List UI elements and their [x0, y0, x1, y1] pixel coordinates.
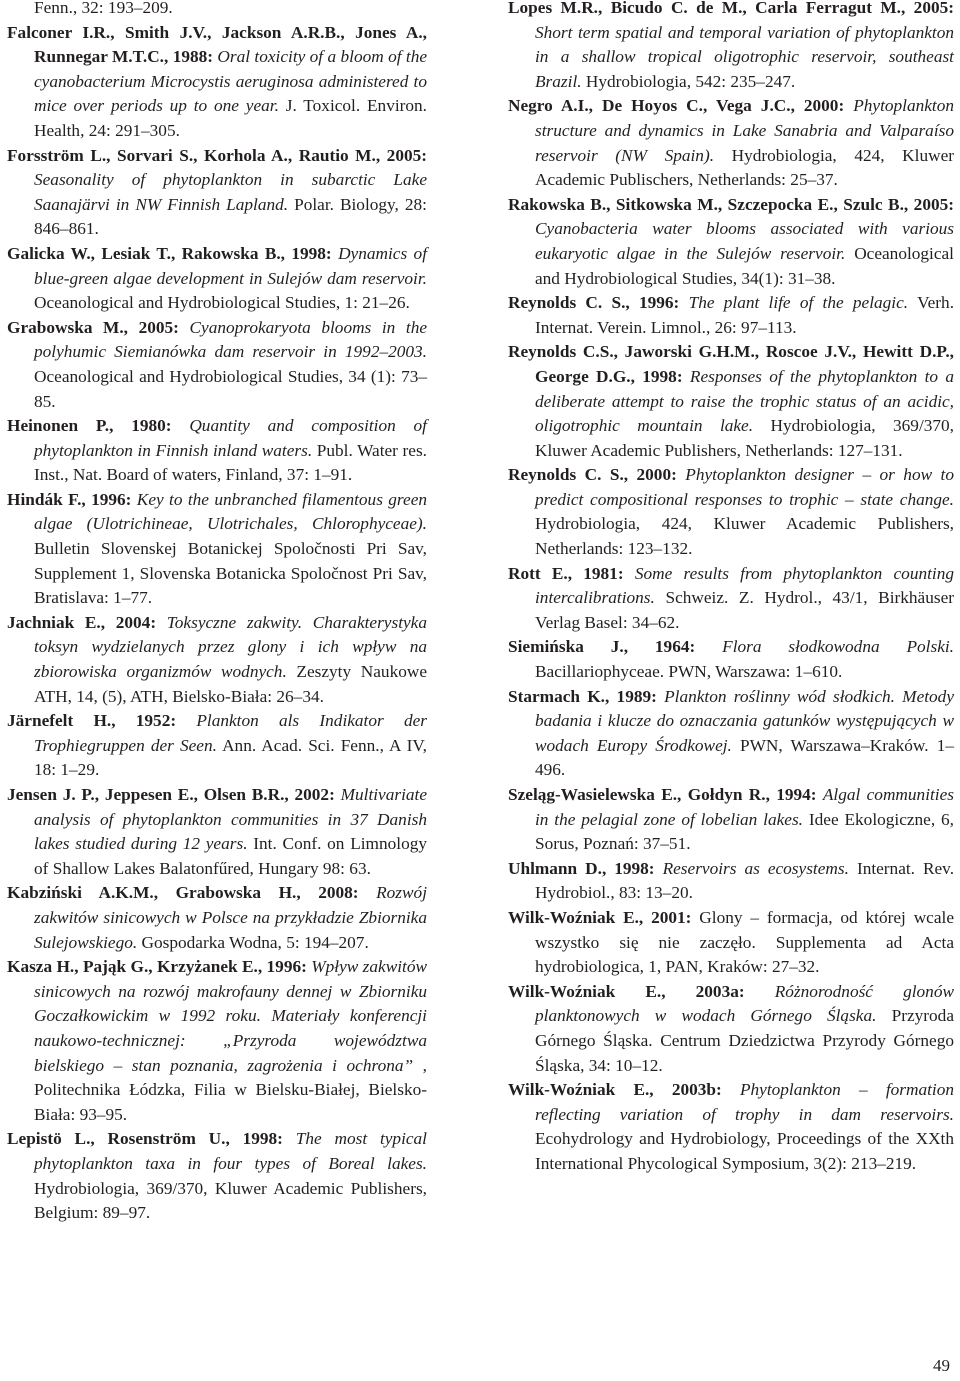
reference-title: Cyanobacteria water blooms associated with various eukaryotic algae in the Sulejów reservoir.	[535, 219, 954, 263]
reference-entry	[7, 414, 427, 488]
reference-authors: Reynolds C. S., 2000:	[508, 465, 677, 485]
reference-title: Toksyczne zakwity. Charakterystyka toksyn wydzielanych przez glony i ich wpływ na zbiorowiska organizmów wodnych.	[34, 612, 427, 682]
reference-authors: Rott E., 1981:	[508, 563, 624, 583]
reference-source: Oceanological and Hydrobiological Studies, 34(1): 31–38.	[535, 243, 954, 288]
reference-authors: Wilk-Woźniak E., 2003a:	[508, 981, 745, 1001]
reference-entry	[508, 906, 954, 980]
reference-entry	[7, 1127, 427, 1225]
reference-source: Przyroda Górnego Śląska. Centrum Dziedzictwa Przyrody Górnego Śląska, 34: 10–12.	[535, 1006, 954, 1075]
reference-title: Reservoirs as ecosystems.	[662, 858, 849, 878]
reference-authors: Negro A.I., De Hoyos C., Vega J.C., 2000:	[508, 96, 845, 116]
reference-source: Ecohydrology and Hydrobiology, Proceedings of the XXth International Phycological Symposium, 3(2): 213–219.	[535, 1129, 954, 1173]
reference-entry	[508, 635, 954, 684]
reference-source: Hydrobiologia, 424, Kluwer Academic Publishers, Netherlands: 123–132.	[535, 514, 954, 559]
reference-title: Oral toxicity of a bloom of the cyanobacterium Microcystis aeruginosa administered to mice over periods up to one year.	[34, 47, 428, 116]
reference-entry	[7, 611, 427, 709]
reference-authors: Reynolds C.S., Jaworski G.H.M., Roscoe J.V., Hewitt D.P., George D.G., 1998:	[508, 342, 954, 386]
reference-title: Short term spatial and temporal variation of phytoplankton in a shallow tropical oligotrophic reservoir, southeast Brazil.	[535, 22, 954, 91]
reference-authors: Grabowska M., 2005:	[7, 317, 179, 337]
reference-entry	[7, 316, 427, 414]
reference-source: Bulletin Slovenskej Botanickej Spoločnosti Pri Sav, Supplement 1, Slovenska Botanicka Spoločnost Pri Sav, Bratislava: 1–77.	[34, 539, 427, 608]
reference-entry	[508, 463, 954, 561]
reference-title: Wpływ zakwitów sinicowych na rozwój makrofauny dennej w Zbiorniku Goczałkowickim w 1992 roku. Materiały konferencji naukowo-technicznej: „Przyroda województwa bielskiego – stan poznania, zagrożenia i ochrona”	[34, 957, 427, 1075]
reference-source: Polar. Biology, 28: 846–861.	[34, 194, 427, 239]
reference-source: , Politechnika Łódzka, Filia w Bielsku-Białej, Bielsko-Biała: 93–95.	[34, 1055, 427, 1124]
reference-title: Phytoplankton structure and dynamics in Lake Sanabria and Valparaíso reservoir (NW Spain).	[535, 96, 954, 165]
reference-source: Int. Conf. on Limnology of Shallow Lakes Balatonfűred, Hungary 98: 63.	[34, 834, 427, 878]
reference-authors: Kasza H., Pająk G., Krzyżanek E., 1996:	[7, 957, 307, 977]
reference-source: Zeszyty Naukowe ATH, 14, (5), ATH, Bielsko-Biała: 26–34.	[34, 662, 427, 706]
reference-authors: Rakowska B., Sitkowska M., Szczepocka E., Szulc B., 2005:	[508, 194, 954, 214]
reference-authors: Starmach K., 1989:	[508, 686, 657, 706]
reference-title: Różnorodność glonów planktonowych w wodach Górnego Śląska.	[535, 981, 954, 1026]
reference-title: The most typical phytoplankton taxa in four types of Boreal lakes.	[34, 1129, 427, 1173]
reference-authors: Jensen J. P., Jeppesen E., Olsen B.R., 2002:	[7, 785, 335, 804]
reference-title: Phytoplankton – formation reflecting variation of trophy in dam reservoirs.	[535, 1080, 954, 1124]
reference-source: Hydrobiologia, 369/370, Kluwer Academic Publishers, Belgium: 89–97.	[34, 1178, 427, 1223]
reference-title: Responses of the phytoplankton to a deliberate attempt to raise the trophic status of an acidic, oligotrophic mountain lake.	[535, 366, 954, 436]
reference-authors: Lepistö L., Rosenström U., 1998:	[7, 1129, 283, 1149]
reference-entry	[508, 783, 954, 857]
reference-authors: Kabziński A.K.M., Grabowska H., 2008:	[7, 883, 359, 903]
reference-title: Multivariate analysis of phytoplankton communities in 37 Danish lakes studied during 12 years.	[34, 785, 427, 854]
reference-title: Plankton roślinny wód słodkich. Metody badania i klucze do oznaczania gatunków występujących w wodach Europy Środkowej.	[535, 686, 954, 755]
reference-entry	[508, 94, 954, 192]
reference-title: Dynamics of blue-green algae development in Sulejów dam reservoir.	[34, 243, 427, 288]
reference-source: Hydrobiologia, 542: 235–247.	[585, 71, 796, 91]
reference-entry	[508, 340, 954, 463]
reference-source: Gospodarka Wodna, 5: 194–207.	[141, 932, 369, 952]
reference-title: Key to the unbranched filamentous green algae (Ulotrichineae, Ulotrichales, Chlorophyceae).	[34, 489, 428, 534]
reference-entry	[7, 0, 427, 21]
reference-entry	[508, 857, 954, 906]
reference-entry	[508, 291, 954, 340]
reference-source: Idee Ekologiczne, 6, Sorus, Poznań: 37–51.	[535, 809, 955, 854]
reference-entry	[7, 783, 427, 881]
reference-authors: Heinonen P., 1980:	[7, 416, 172, 436]
reference-authors: Siemińska J., 1964:	[508, 637, 696, 657]
reference-title: Quantity and composition of phytoplankton in Finnish inland waters.	[34, 416, 427, 460]
reference-title: Some results from phytoplankton counting intercalibrations.	[535, 563, 954, 608]
reference-entry	[508, 685, 954, 783]
reference-source: Publ. Water res. Inst., Nat. Board of waters, Finland, 37: 1–91.	[34, 440, 428, 485]
reference-source: Oceanological and Hydrobiological Studies, 34 (1): 73–85.	[34, 366, 427, 411]
reference-source: Verh. Internat. Verein. Limnol., 26: 97–113.	[535, 293, 955, 337]
reference-entry	[7, 21, 427, 144]
page-number: 49	[933, 1356, 950, 1375]
reference-authors: Reynolds C. S., 1996:	[508, 293, 680, 313]
reference-title: The plant life of the pelagic.	[688, 293, 909, 313]
reference-authors: Järnefelt H., 1952:	[7, 711, 177, 731]
reference-source: Hydrobiologia, 369/370, Kluwer Academic Publishers, Netherlands: 127–131.	[535, 416, 954, 460]
reference-authors: Lopes M.R., Bicudo C. de M., Carla Ferragut M., 2005:	[508, 0, 954, 17]
reference-authors: Jachniak E., 2004:	[7, 612, 157, 632]
reference-source: Internat. Rev. Hydrobiol., 83: 13–20.	[535, 858, 955, 903]
reference-authors: Galicka W., Lesiak T., Rakowska B., 1998:	[7, 243, 332, 263]
reference-authors: Hindák F., 1996:	[7, 489, 132, 509]
reference-source: Fenn., 32: 193–209.	[34, 0, 173, 17]
reference-title: Phytoplankton designer – or how to predict compositional responses to trophic – state change.	[535, 465, 954, 509]
reference-source: J. Toxicol. Environ. Health, 24: 291–305.	[34, 96, 427, 140]
reference-authors: Wilk-Woźniak E., 2003b:	[508, 1080, 722, 1100]
reference-entry	[508, 562, 954, 636]
right-reference-column	[508, 0, 954, 1177]
reference-authors: Wilk-Woźniak E., 2001:	[508, 907, 692, 927]
reference-source: Hydrobiologia, 424, Kluwer Academic Publischers, Netherlands: 25–37.	[535, 145, 955, 190]
reference-entry	[7, 881, 427, 955]
reference-title: Rozwój zakwitów sinicowych w Polsce na przykładzie Zbiornika Sulejowskiego.	[34, 883, 427, 952]
reference-source: Ann. Acad. Sci. Fenn., A IV, 18: 1–29.	[34, 735, 427, 780]
reference-source: Bacillariophyceae. PWN, Warszawa: 1–610.	[535, 662, 843, 682]
reference-title: Flora słodkowodna Polski.	[722, 637, 954, 657]
reference-authors: Forsström L., Sorvari S., Korhola A., Rautio M., 2005:	[7, 145, 427, 165]
reference-entry	[508, 980, 954, 1078]
left-reference-column	[7, 0, 427, 1226]
reference-title: Cyanoprokaryota blooms in the polyhumic Siemianówka dam reservoir in 1992–2003.	[34, 317, 428, 362]
reference-entry	[508, 1078, 954, 1176]
reference-source: PWN, Warszawa–Kraków. 1–496.	[535, 735, 954, 780]
reference-entry	[508, 193, 954, 291]
reference-entry	[7, 955, 427, 1127]
reference-entry	[7, 709, 427, 783]
reference-source: Oceanological and Hydrobiological Studies, 1: 21–26.	[34, 293, 410, 313]
reference-authors: Falconer I.R., Smith J.V., Jackson A.R.B., Jones A., Runnegar M.T.C., 1988:	[7, 22, 427, 67]
reference-title: Seasonality of phytoplankton in subarctic Lake Saanajärvi in NW Finnish Lapland.	[34, 170, 427, 214]
reference-authors: Szeląg-Wasielewska E., Gołdyn R., 1994:	[508, 785, 817, 804]
reference-source: Glony – formacja, od której wcale wszystko się nie zaczęło. Supplementa ad Acta hydrobiologica, 1, PAN, Kraków: 27–32.	[535, 907, 954, 977]
reference-title: Plankton als Indikator der Trophiegruppen der Seen.	[34, 711, 427, 755]
reference-entry	[7, 144, 427, 242]
reference-entry	[508, 0, 954, 94]
reference-title: Algal communities in the pelagial zone of lobelian lakes.	[535, 785, 954, 829]
reference-entry	[7, 242, 427, 316]
reference-source: Schweiz. Z. Hydrol., 43/1, Birkhäuser Verlag Basel: 34–62.	[535, 588, 954, 632]
reference-entry	[7, 488, 427, 611]
reference-authors: Uhlmann D., 1998:	[508, 858, 655, 878]
